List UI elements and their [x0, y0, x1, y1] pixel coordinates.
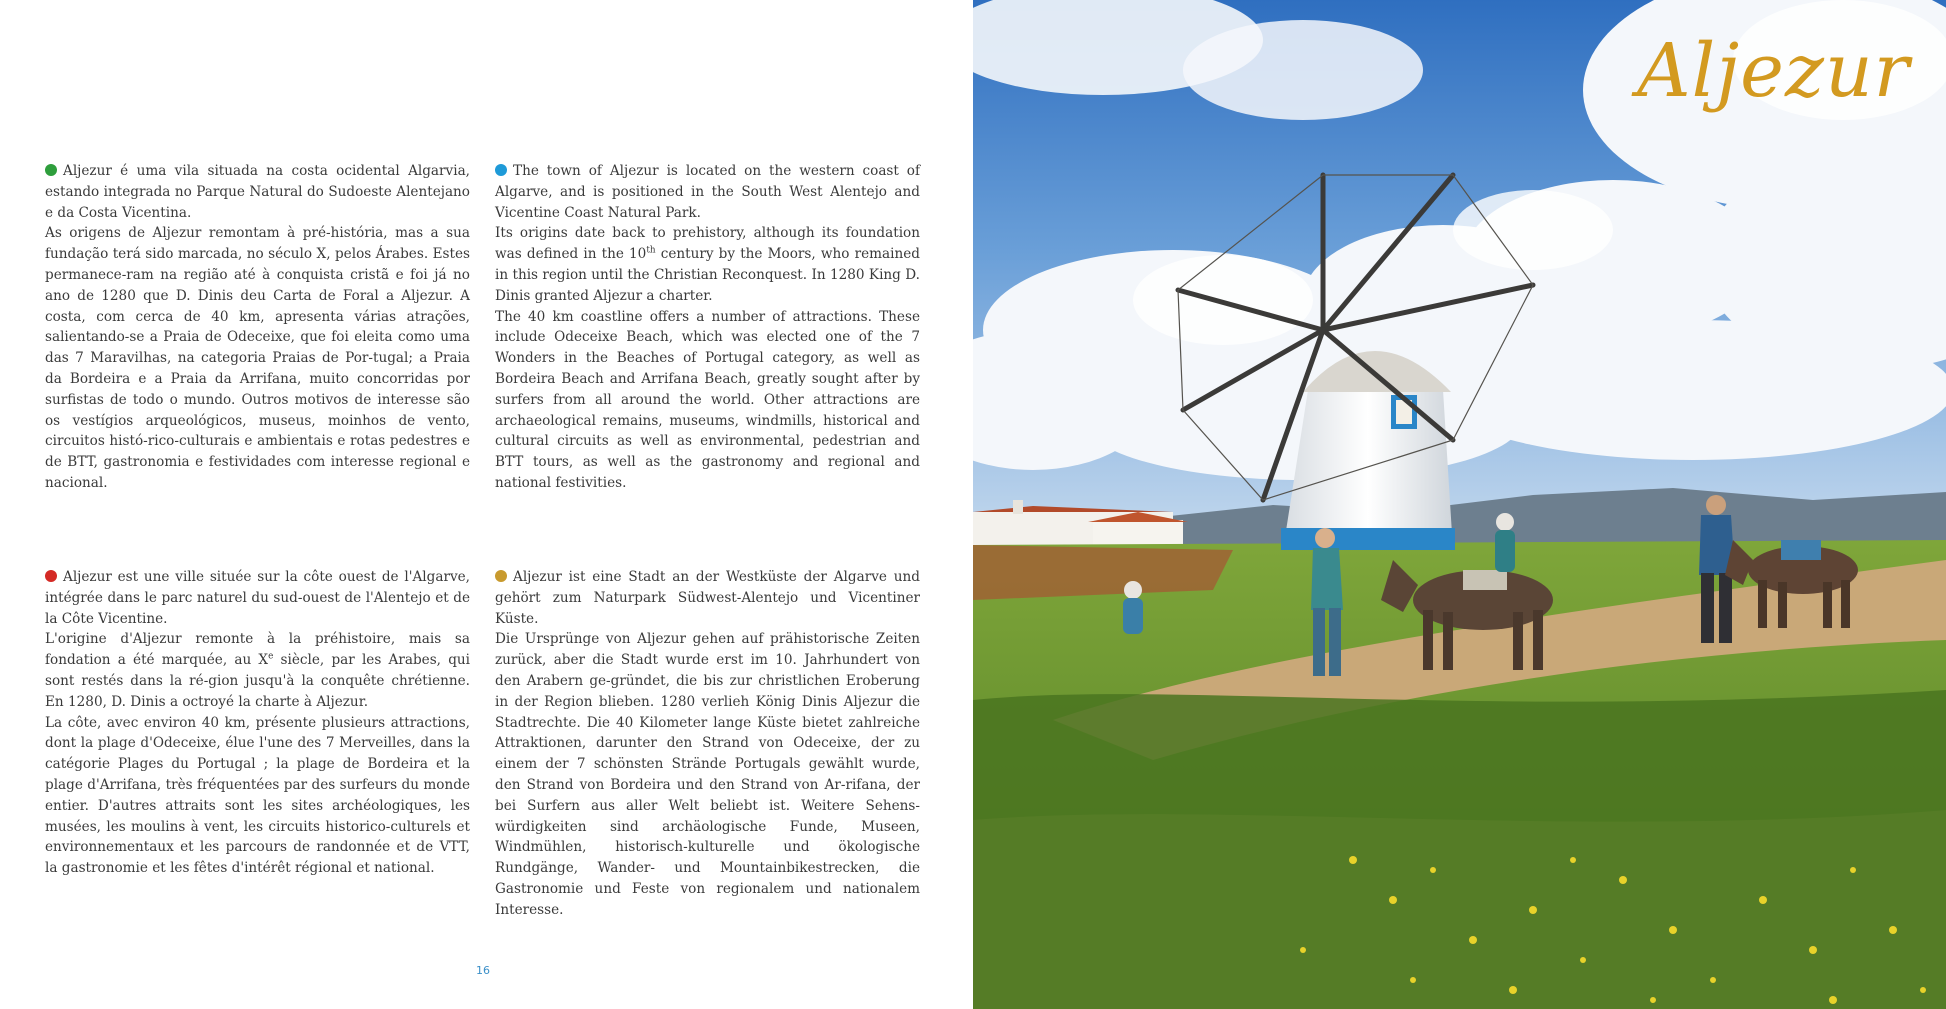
de-paragraph-1: Aljezur ist eine Stadt an der Westküste der Algarve und gehört zum Naturpark Südwest-Alentejo und Vicentiner Küste. [495, 569, 920, 627]
blue-bullet-icon [495, 164, 507, 176]
german-text-block [495, 567, 920, 921]
gold-bullet-icon [495, 570, 507, 582]
en-paragraph-2: Its origins date back to prehistory, although its foundation was defined in the 10th century by the Moors, who remained in this region until the Christian Reconquest. In 1280 King D. Dinis granted Aljezur a charter. [495, 225, 920, 304]
fr-paragraph-2: L'origine d'Aljezur remonte à la préhistoire, mais sa fondation a été marquée, au Xe siècle, par les Arabes, qui sont restés dans la ré-gion jusqu'à la conquête chrétienne. En 1280, D. Dinis a octroyé la charte à Aljezur. [45, 631, 470, 710]
page-number: 16 [476, 964, 490, 977]
french-text-block [45, 567, 470, 879]
de-paragraph-2: Die Ursprünge von Aljezur gehen auf prähistorische Zeiten zurück, aber die Stadt wurde erst im 10. Jahrhundert von den Arabern ge-gründet, die bis zur christlichen Eroberung in der Region blieben. 1280 verlieh König Dinis Aljezur die Stadtrechte. Die 40 Kilometer lange Küste bietet zahlreiche Attraktionen, darunter den Strand von Odeceixe, der zu einem der 7 schönsten Strände Portugals gewählt wurde, den Strand von Bordeira und den Strand von Ar-rifana, der bei Surfern aus aller Welt beliebt ist. Weitere Sehens-würdigkeiten sind archäologische Funde, Museen, Windmühlen, historisch-kulturelle und ökologische Rundgänge, Wander- und Mountainbikestrecken, die Gastronomie und Feste von regionalem und nationalem Interesse. [495, 631, 920, 918]
windmill-photo [973, 0, 1946, 1009]
photo-title: Aljezur [1637, 28, 1910, 114]
green-bullet-icon [45, 164, 57, 176]
pt-paragraph-2: As origens de Aljezur remontam à pré-história, mas a sua fundação terá sido marcada, no século X, pelos Árabes. Estes permanece-ram na região até à conquista cristã e foi já no ano de 1280 que D. Dinis deu Carta de Foral a Aljezur. A costa, com cerca de 40 km, apresenta várias atrações, salientando-se a Praia de Odeceixe, que foi eleita como uma das 7 Maravilhas, na categoria Praias de Por-tugal; a Praia da Bordeira e a Praia da Arrifana, muito concorridas por surfistas de todo o mundo. Outros motivos de interesse são os vestígios arqueológicos, museus, moinhos de vento, circuitos histó-rico-culturais e ambientais e rotas pedestres e de BTT, gastronomia e festividades com interesse regional e nacional. [45, 225, 470, 491]
english-text-block [495, 161, 920, 494]
portuguese-text-block [45, 161, 470, 494]
fr-paragraph-3: La côte, avec environ 40 km, présente plusieurs attractions, dont la plage d'Odeceixe, élue l'une des 7 Merveilles, dans la catégorie Plages du Portugal ; la plage de Bordeira et la plage d'Arrifana, très fréquentées par des surfeurs du monde entier. D'autres attraits sont les sites archéologiques, les musées, les moulins à vent, les circuits historico-culturels et environnementaux et les parcours de randonnée et de VTT, la gastronomie et les fêtes d'intérêt régional et national. [45, 714, 470, 877]
fr-paragraph-1: Aljezur est une ville située sur la côte ouest de l'Algarve, intégrée dans le parc naturel du sud-ouest de l'Alentejo et de la Côte Vicentine. [45, 569, 470, 627]
pt-paragraph-1: Aljezur é uma vila situada na costa ocidental Algarvia, estando integrada no Parque Natural do Sudoeste Alentejano e da Costa Vicentina. [45, 163, 470, 221]
landscape-illustration [973, 0, 1946, 1009]
red-bullet-icon [45, 570, 57, 582]
en-paragraph-3: The 40 km coastline offers a number of attractions. These include Odeceixe Beach, which was elected one of the 7 Wonders in the Beaches of Portugal category, as well as Bordeira Beach and Arrifana Beach, greatly sought after by surfers from all around the world. Other attractions are archaeological remains, museums, windmills, historical and cultural circuits as well as environmental, pedestrian and BTT tours, as well as the gastronomy and regional and national festivities. [495, 308, 920, 491]
en-paragraph-1: The town of Aljezur is located on the western coast of Algarve, and is positioned in the South West Alentejo and Vicentine Coast Natural Park. [495, 163, 920, 221]
